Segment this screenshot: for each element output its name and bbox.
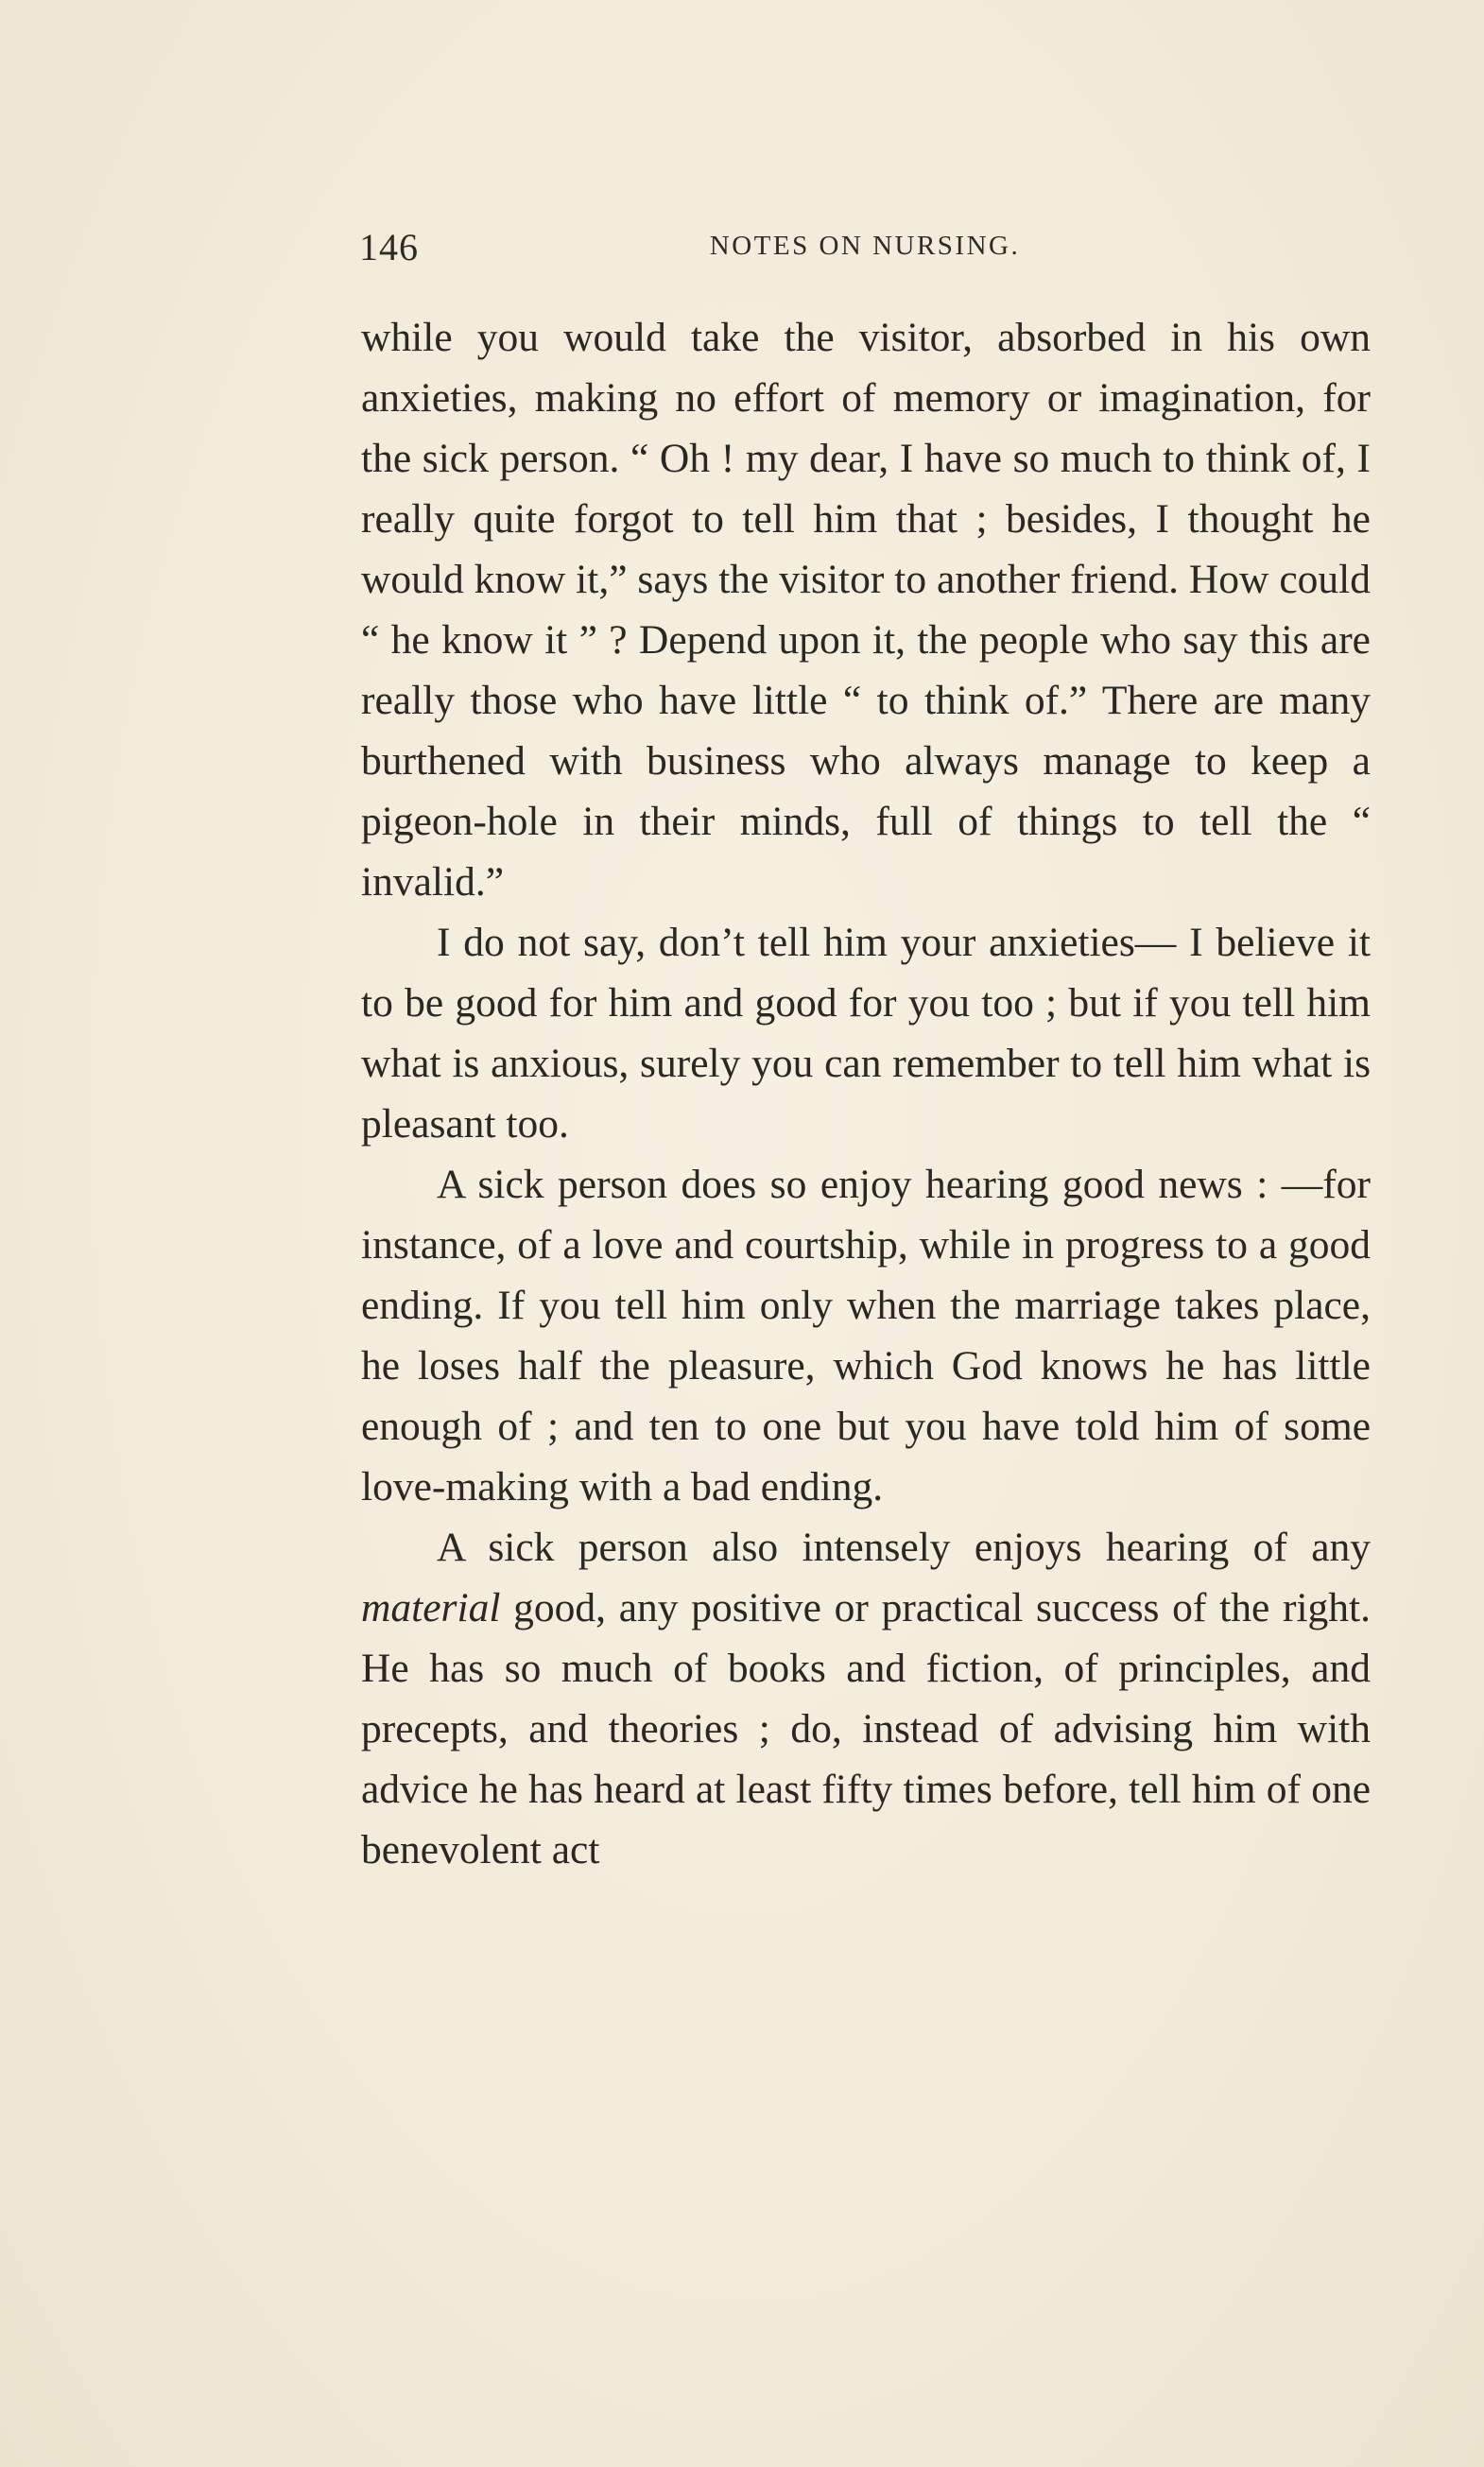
paragraph-4-italic-word: material bbox=[361, 1585, 501, 1630]
page-number: 146 bbox=[359, 226, 419, 268]
running-head bbox=[359, 225, 1371, 282]
paragraph-2: I do not say, don’t tell him your anxieties— I believe it to be good for him and good for you too ; but if you tell him what is anxious, surely you can remember to tell him what is pleasant too. bbox=[361, 920, 1371, 1147]
paragraph-3: A sick person does so enjoy hearing good news : —for instance, of a love and courtship, while in progress to a good ending. If you tell him only when the marriage takes place, he loses half the pleasure, which God knows he has little enough of ; and ten to one but you have told him of some love-making with a bad ending. bbox=[361, 1162, 1371, 1510]
paragraph-1: while you would take the visitor, absorbed in his own anxieties, making no effort of memory or imagination, for the sick person. “ Oh ! my dear, I have so much to think of, I really quite forgot to tell him that ; besides, I thought he would know it,” says the visitor to another friend. How could “ he know it ” ? Depend upon it, the people who say this are really those who have little “ to think of.” There are many burthened with business who always manage to keep a pigeon-hole in their minds, full of things to tell the “ invalid.” bbox=[361, 315, 1371, 905]
paragraph-4-start: A sick person also intensely enjoys hearing of any bbox=[437, 1525, 1371, 1570]
body-text bbox=[361, 307, 1371, 1880]
paragraph-4 bbox=[361, 1517, 1371, 1880]
running-title: NOTES ON NURSING. bbox=[709, 231, 1021, 261]
paragraph-4-end: good, any positive or practical success of the right. He has so much of books and fiction, of principles, and precepts, and theories ; do, instead of advising him with advice he has heard at least fifty times before, tell him of one benevolent act bbox=[361, 1585, 1371, 1872]
